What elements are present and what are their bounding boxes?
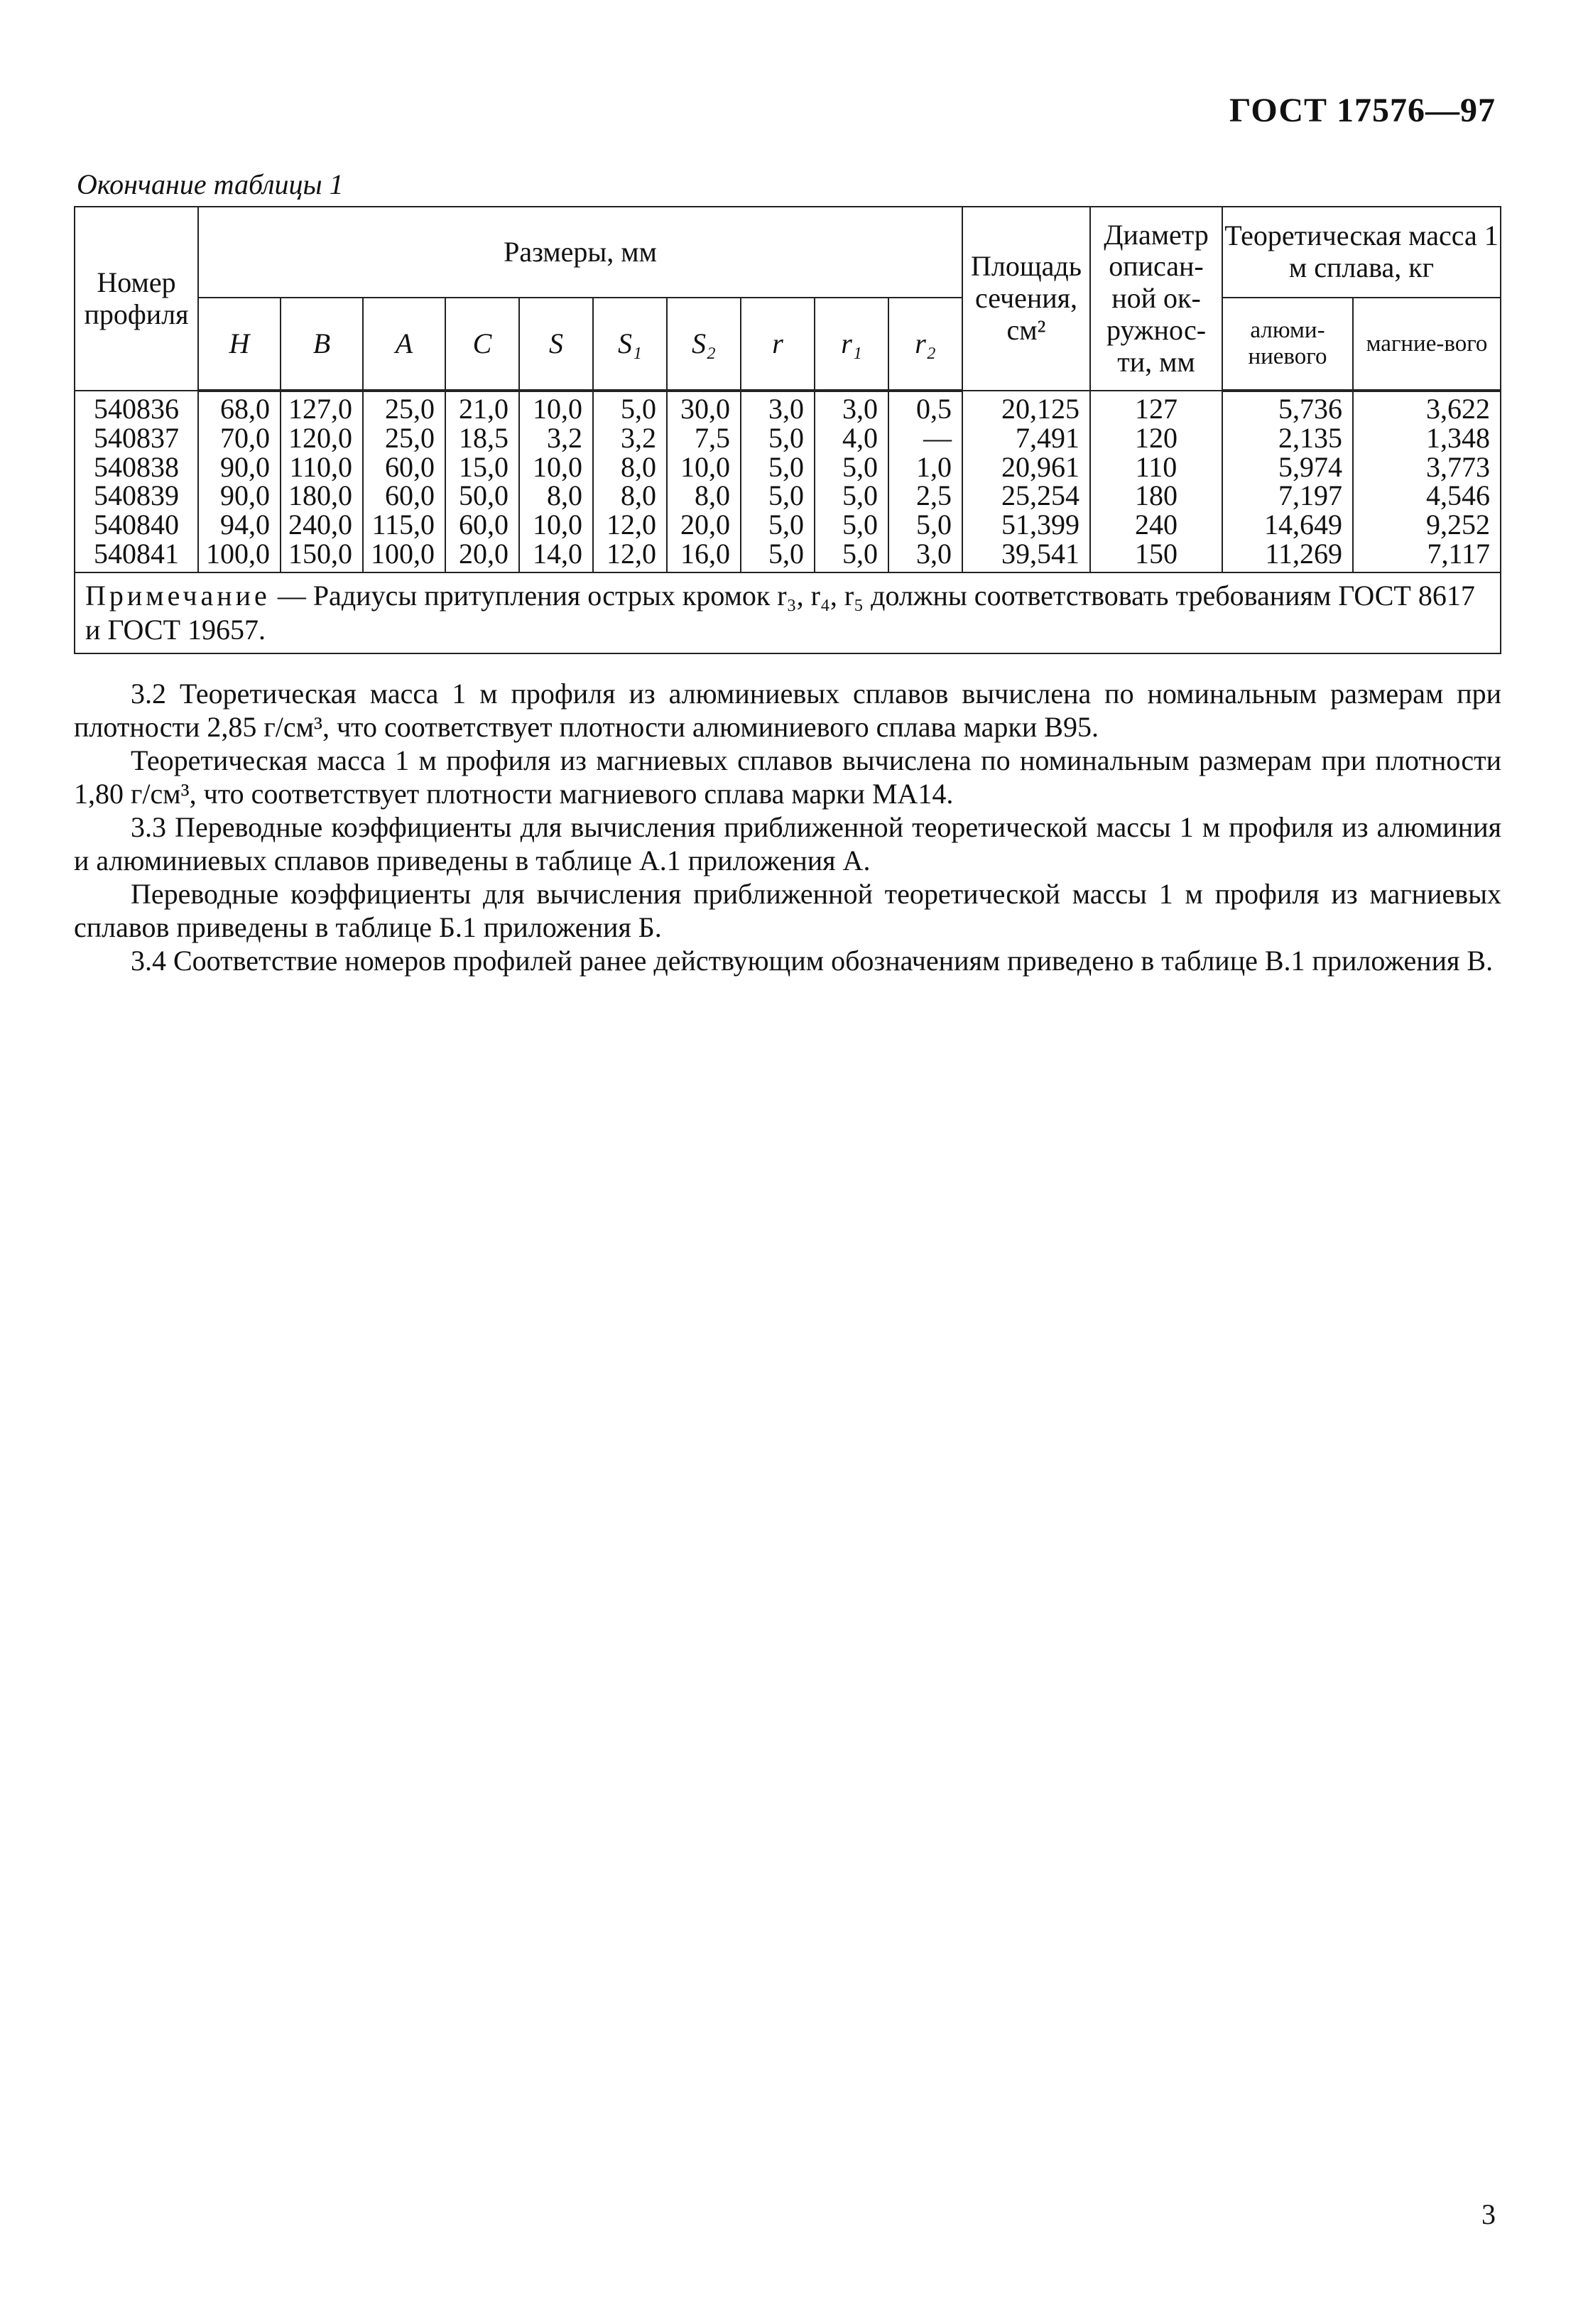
table-cell: 2,5 [888,482,962,511]
table-cell: 7,491 [962,424,1090,453]
paragraph: 3.4 Соответствие номеров профилей ранее действующим обозначениям приведено в таблице В.1 приложения В. [131,945,1494,977]
table-cell: 68,0 [198,391,281,424]
table-cell: 20,0 [445,540,519,572]
table-cell: 20,125 [962,391,1090,424]
table-cell: 0,5 [888,391,962,424]
header-symbol: S₂ [667,298,741,391]
table-cell: 51,399 [962,511,1090,540]
table-cell: 3,0 [815,391,888,424]
table-cell: 25,0 [363,424,445,453]
table-cell: 1,348 [1353,424,1501,453]
profile-number-cell: 540837 [75,424,198,453]
header-symbol: S [519,298,593,391]
table-cell: 16,0 [667,540,741,572]
table-cell: 10,0 [519,391,593,424]
table-cell: 127,0 [281,391,363,424]
table-row [75,453,1501,482]
profile-number-cell: 540839 [75,482,198,511]
header-area: Площадь сечения, см² [962,207,1090,391]
table-body [75,391,1501,572]
table-note [75,572,1501,653]
table-row [75,391,1501,424]
table-caption: Окончание таблицы 1 [77,168,344,200]
table-cell: 25,254 [962,482,1090,511]
table-cell: 5,974 [1222,453,1353,482]
table-cell: 110,0 [281,453,363,482]
body-text [74,677,1501,977]
header-number: Номер профиля [75,207,198,391]
table-cell: 5,0 [741,424,815,453]
table-cell: 90,0 [198,453,281,482]
note-text: — Радиусы притупления острых кромок r₃, r₄, r₅ должны соответствовать требованиям ГОСТ 8617 и ГОСТ 19657. [85,579,1475,646]
table-cell: 8,0 [593,453,667,482]
table-cell: 12,0 [593,540,667,572]
header-aluminum: алюми-ниевого [1222,298,1353,391]
header-symbol: H [198,298,281,391]
table-cell: 11,269 [1222,540,1353,572]
note-label: Примечание [85,579,271,612]
table-cell: 5,0 [815,453,888,482]
header-mass: Теоретическая масса 1 м сплава, кг [1222,207,1501,298]
table-cell: 90,0 [198,482,281,511]
table-cell: 240,0 [281,511,363,540]
table-cell: 5,0 [815,540,888,572]
table-cell: 4,546 [1353,482,1501,511]
table-cell: 39,541 [962,540,1090,572]
table-cell: 9,252 [1353,511,1501,540]
table-cell: 5,0 [888,511,962,540]
table-cell: 2,135 [1222,424,1353,453]
table-cell: 150,0 [281,540,363,572]
table-cell: 60,0 [363,482,445,511]
paragraph: 3.3 Переводные коэффициенты для вычисления приближенной теоретической массы 1 м профиля из алюминия и алюминиевых сплавов приведены в таблице А.1 приложения А. [74,811,1501,876]
table-cell: 110 [1090,453,1222,482]
profile-table [74,206,1501,654]
header-magnesium: магние-вого [1353,298,1501,391]
table-cell: 50,0 [445,482,519,511]
table-cell: 150 [1090,540,1222,572]
table-cell: 4,0 [815,424,888,453]
header-symbol: r [741,298,815,391]
table-cell: 5,0 [593,391,667,424]
table-cell: 115,0 [363,511,445,540]
table-cell: 25,0 [363,391,445,424]
table-cell: 180 [1090,482,1222,511]
table-cell: 5,0 [741,511,815,540]
table-cell: 1,0 [888,453,962,482]
table-cell: 10,0 [519,453,593,482]
table-cell: 5,736 [1222,391,1353,424]
profile-number-cell: 540838 [75,453,198,482]
table-cell: 8,0 [519,482,593,511]
table-cell: 7,5 [667,424,741,453]
table-cell: 7,117 [1353,540,1501,572]
table-cell: 5,0 [815,511,888,540]
table-cell: 10,0 [519,511,593,540]
header-sizes: Размеры, мм [198,207,962,298]
paragraph: 3.2 Теоретическая масса 1 м профиля из алюминиевых сплавов вычислена по номинальным размерам при плотности 2,85 г/см³, что соответствует плотности алюминиевого сплава марки В95. [74,678,1501,743]
table-cell: 15,0 [445,453,519,482]
profile-number-cell: 540841 [75,540,198,572]
table-cell: 10,0 [667,453,741,482]
header-symbol: B [281,298,363,391]
header-symbol: r₁ [815,298,888,391]
page-number: 3 [1481,2198,1496,2230]
table-cell: 120,0 [281,424,363,453]
header-symbol: S₁ [593,298,667,391]
gost-header: ГОСТ 17576—97 [1229,92,1496,129]
table-row [75,540,1501,572]
table-cell: 18,5 [445,424,519,453]
table-cell: 12,0 [593,511,667,540]
table-cell: 20,961 [962,453,1090,482]
table-cell: 14,649 [1222,511,1353,540]
table-cell: 30,0 [667,391,741,424]
table-row [75,424,1501,453]
header-symbol: r₂ [888,298,962,391]
header-diameter: Диаметр описан-ной ок-ружнос-ти, мм [1090,207,1222,391]
table-cell: 120 [1090,424,1222,453]
paragraph: Переводные коэффициенты для вычисления приближенной теоретической массы 1 м профиля из магниевых сплавов приведены в таблице Б.1 приложения Б. [74,878,1501,943]
table-cell: 3,622 [1353,391,1501,424]
table-cell: 3,2 [519,424,593,453]
table-cell: 3,0 [888,540,962,572]
table-cell: 20,0 [667,511,741,540]
table-cell: 7,197 [1222,482,1353,511]
table-cell: 60,0 [363,453,445,482]
table-cell: 180,0 [281,482,363,511]
table-cell: 100,0 [198,540,281,572]
table-cell: 3,2 [593,424,667,453]
table-cell: 21,0 [445,391,519,424]
paragraph: Теоретическая масса 1 м профиля из магниевых сплавов вычислена по номинальным размерам при плотности 1,80 г/см³, что соответствует плотности магниевого сплава марки МА14. [74,744,1501,810]
profile-number-cell: 540840 [75,511,198,540]
header-symbol: C [445,298,519,391]
table-cell: 14,0 [519,540,593,572]
table-cell: — [888,424,962,453]
table-cell: 127 [1090,391,1222,424]
table-cell: 5,0 [741,482,815,511]
table-cell: 70,0 [198,424,281,453]
table-cell: 8,0 [667,482,741,511]
header-symbol: A [363,298,445,391]
table-cell: 240 [1090,511,1222,540]
table-cell: 5,0 [741,540,815,572]
table-cell: 3,0 [741,391,815,424]
table-row [75,482,1501,511]
table-cell: 100,0 [363,540,445,572]
table-cell: 60,0 [445,511,519,540]
table-cell: 5,0 [741,453,815,482]
table-row [75,511,1501,540]
table-cell: 8,0 [593,482,667,511]
table-cell: 3,773 [1353,453,1501,482]
profile-number-cell: 540836 [75,391,198,424]
table-cell: 5,0 [815,482,888,511]
table-cell: 94,0 [198,511,281,540]
